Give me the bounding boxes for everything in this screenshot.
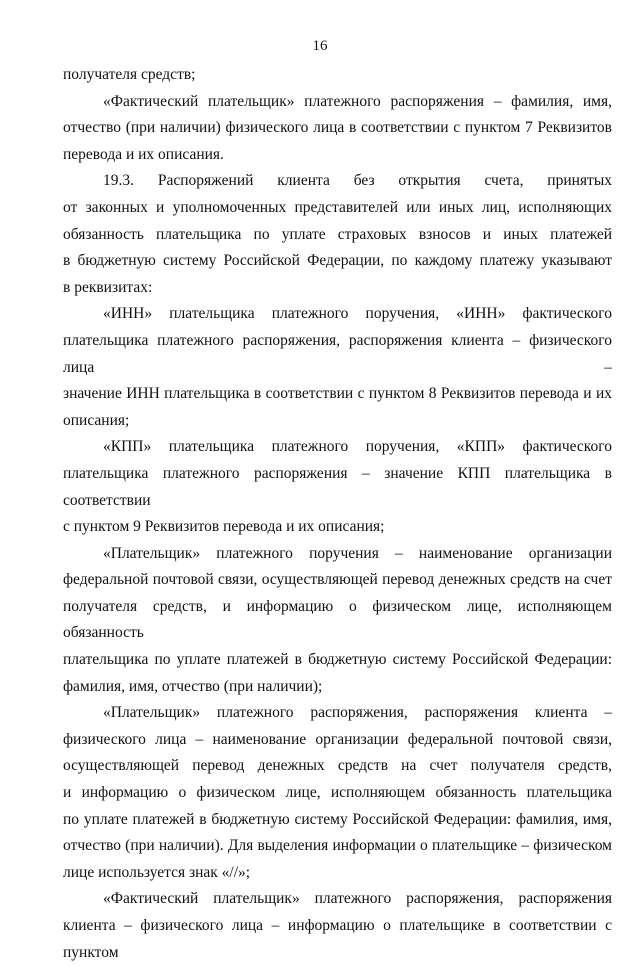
text-line: значение ИНН плательщика в соответствии с пунктом 8 Реквизитов перевода и их xyxy=(63,385,612,403)
text-line: отчество (при наличии) физического лица в соответствии с пунктом 7 Реквизитов xyxy=(63,119,612,137)
text-line: описания; xyxy=(63,411,130,429)
text-line: плательщика по уплате платежей в бюджетную систему Российской Федерации: xyxy=(63,651,612,669)
text-line: осуществляющей перевод денежных средств на счет получателя средств, xyxy=(63,757,612,775)
text-line: лице используется знак «//»; xyxy=(63,863,251,881)
text-line: обязанность плательщика по уплате страховых взносов и иных платежей xyxy=(63,225,612,243)
text-line: фамилия, имя, отчество (при наличии); xyxy=(63,677,323,695)
text-line: в бюджетную систему Российской Федерации, по каждому платежу указывают xyxy=(63,252,612,270)
text-line: плательщика платежного распоряжения – значение КПП плательщика в соответствии xyxy=(63,464,612,509)
text-line: от законных и уполномоченных представителей или иных лиц, исполняющих xyxy=(63,198,612,216)
text-line: в реквизитах: xyxy=(63,278,153,296)
page-number: 16 xyxy=(312,38,328,54)
text-line: «КПП» плательщика платежного поручения, «КПП» фактического xyxy=(103,438,612,456)
text-line: «ИНН» плательщика платежного поручения, «ИНН» фактического xyxy=(103,305,612,323)
text-line: физического лица – наименование организации федеральной почтовой связи, xyxy=(63,730,612,748)
document-body xyxy=(63,62,612,966)
text-line: 19.3. Распоряжений клиента без открытия счета, принятых xyxy=(103,172,612,190)
text-line: «Фактический плательщик» платежного распоряжения, распоряжения xyxy=(103,890,612,908)
text-line: клиента – физического лица – информацию о плательщике в соответствии с пунктом xyxy=(63,917,612,961)
text-line: с пунктом 9 Реквизитов перевода и их описания; xyxy=(63,518,385,536)
text-line: «Фактический плательщик» платежного распоряжения – фамилия, имя, xyxy=(103,92,612,110)
text-line: по уплате платежей в бюджетную систему Российской Федерации: фамилия, имя, xyxy=(63,810,612,828)
text-line: получателя средств, и информацию о физическом лице, исполняющем обязанность xyxy=(63,597,612,642)
text-line: федеральной почтовой связи, осуществляющей перевод денежных средств на счет xyxy=(63,571,612,589)
text-line: «Плательщик» платежного поручения – наименование организации xyxy=(103,544,612,562)
text-line: «Плательщик» платежного распоряжения, распоряжения клиента – xyxy=(103,704,612,722)
text-line: получателя средств; xyxy=(63,66,196,83)
text-line: плательщика платежного распоряжения, распоряжения клиента – физического лица – xyxy=(63,331,612,376)
text-line: отчество (при наличии). Для выделения информации о плательщике – физическом xyxy=(63,837,612,855)
text-line: и информацию о физическом лице, исполняющем обязанность плательщика xyxy=(63,784,612,802)
text-line: перевода и их описания. xyxy=(63,145,224,163)
